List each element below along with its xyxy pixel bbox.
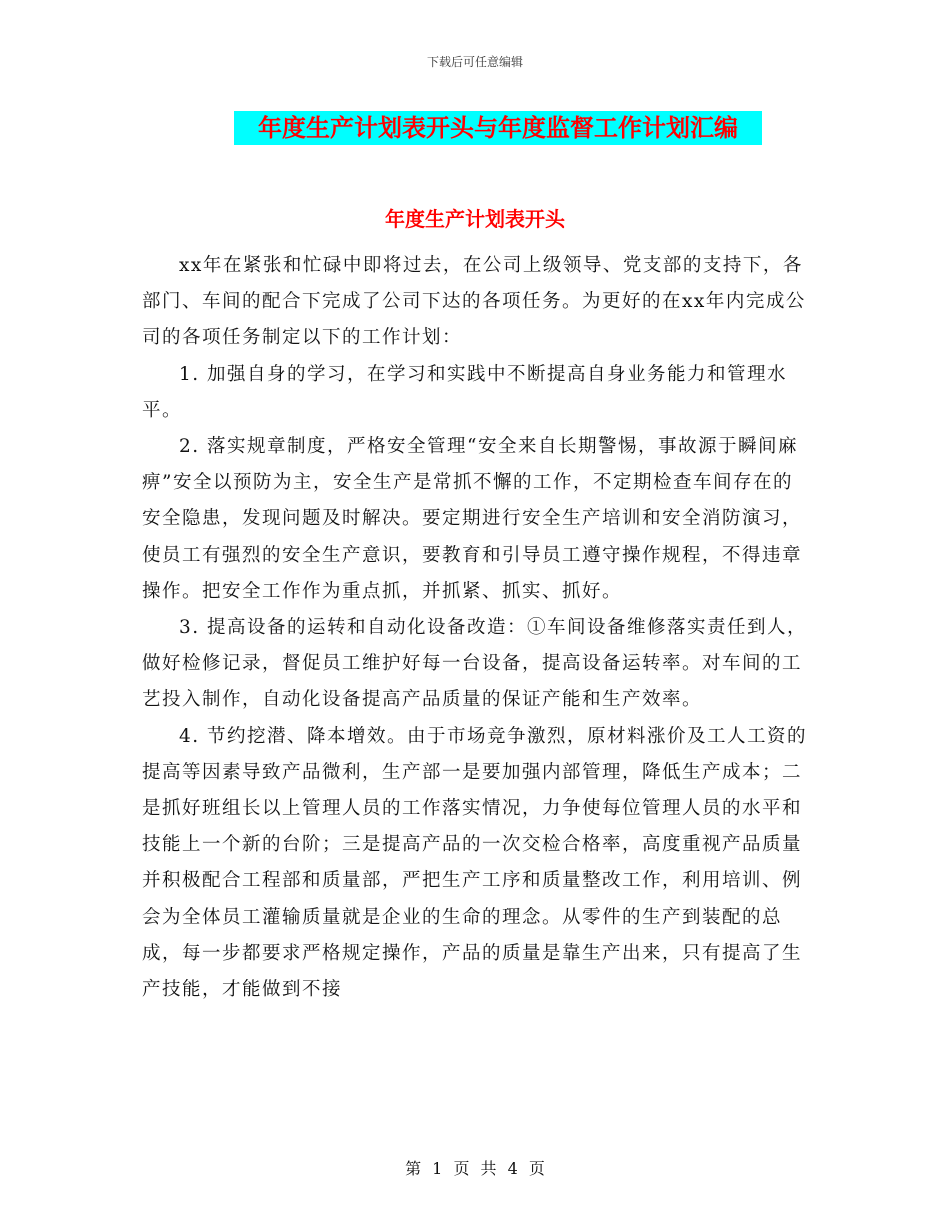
- document-main-title: 年度生产计划表开头与年度监督工作计划汇编: [234, 111, 762, 145]
- section-title: 年度生产计划表开头: [385, 207, 565, 231]
- item-4-paragraph: 4. 节约挖潜、降本增效。由于市场竞争激烈，原材料涨价及工人工资的提高等因素导致产品微利，生产部一是要加强内部管理，降低生产成本；二是抓好班组长以上管理人员的工作落实情况，力争使每位管理人员的水平和技能上一个新的台阶；三是提高产品的一次交检合格率，高度重视产品质量并积极配合工程部和质量部，严把生产工序和质量整改工作，利用培训、例会为全体员工灌输质量就是企业的生命的理念。从零件的生产到装配的总成，每一步都要求严格规定操作，产品的质量是靠生产出来，只有提高了生产技能，才能做到不接: [142, 725, 808, 1001]
- intro-paragraph: xx年在紧张和忙碌中即将过去，在公司上级领导、党支部的支持下，各部门、车间的配合下完成了公司下达的各项任务。为更好的在xx年内完成公司的各项任务制定以下的工作计划：: [142, 255, 806, 349]
- item-3-paragraph: 3. 提高设备的运转和自动化设备改造：①车间设备维修落实责任到人，做好检修记录，督促员工维护好每一台设备，提高设备运转率。对车间的工艺投入制作，自动化设备提高产品质量的保证产能和生产效率。: [142, 617, 808, 711]
- document-body: [142, 248, 810, 1008]
- page-number-footer: 第 1 页 共 4 页: [405, 1159, 545, 1178]
- item-1-paragraph: 1. 加强自身的学习，在学习和实践中不断提高自身业务能力和管理水平。: [142, 363, 788, 421]
- item-2-paragraph: 2. 落实规章制度，严格安全管理“安全来自长期警惕，事故源于瞬间麻痹”安全以预防为主，安全生产是常抓不懈的工作，不定期检查车间存在的安全隐患，发现问题及时解决。要定期进行安全生产培训和安全消防演习，使员工有强烈的安全生产意识，要教育和引导员工遵守操作规程，不得违章操作。把安全工作作为重点抓，并抓紧、抓实、抓好。: [142, 436, 803, 602]
- header-note: 下载后可任意编辑: [426, 55, 523, 69]
